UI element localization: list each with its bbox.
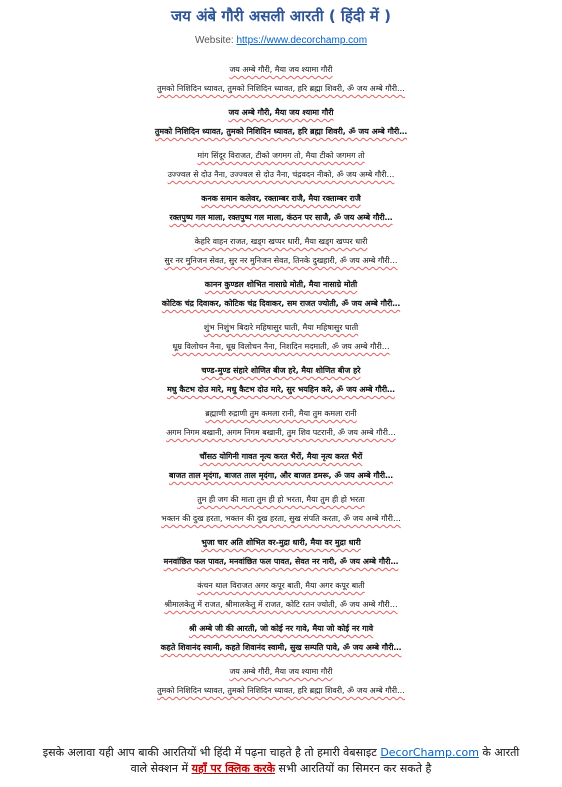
verse-stanza (0, 576, 562, 619)
verse-stanza (0, 60, 562, 103)
footer-text: के आरती (478, 746, 520, 759)
verse-line: ब्रह्माणी रुद्राणी तुम कमला रानी, मैया तुम कमला रानी (205, 409, 357, 418)
footer-note (0, 745, 562, 777)
verse-stanza (0, 189, 562, 232)
verse-line: जय अम्बे गौरी, मैया जय श्यामा गौरी (228, 108, 334, 117)
verse-line: श्रीमालकेतु में राजत, श्रीमालकेतु में राजत, कोटि रतन ज्योती, ॐ जय अम्बे गौरी… (164, 600, 398, 609)
verse-line: तुमको निशिदिन ध्यावत, तुमको निशिदिन ध्यावत, हरि ब्रह्मा शिवरी, ॐ जय अम्बे गौरी… (157, 84, 405, 93)
verse-line: तुमको निशिदिन ध्यावत, तुमको निशिदिन ध्यावत, हरि ब्रह्मा शिवरी, ॐ जय अम्बे गौरी… (154, 127, 408, 136)
verse-line: सुर नर मुनिजन सेवत, सुर नर मुनिजन सेवत, तिनके दुखहारी, ॐ जय अम्बे गौरी… (164, 256, 398, 265)
verse-stanza (0, 318, 562, 361)
verse-line: उज्ज्वल से दोउ नैना, उज्ज्वल से दोउ नैना, चंद्रवदन नीको, ॐ जय अम्बे गौरी… (167, 170, 395, 179)
footer-text: इसके अलावा यही आप बाकी आरतियों भी हिंदी में पढ़ना चाहते है तो हमारी वेबसाइट (42, 746, 381, 759)
verse-stanza (0, 146, 562, 189)
verse-stanza (0, 103, 562, 146)
verse-line: मांग सिंदूर विराजत, टीको जगमग तो, मैया टीको जगमग तो (197, 151, 365, 160)
verse-line: कनक समान कलेवर, रक्ताम्बर राजै, मैया रक्ताम्बर राजै (201, 194, 361, 203)
verse-stanza (0, 447, 562, 490)
verse-stanza (0, 662, 562, 705)
verse-line: शुंभ निशुंभ बिदारे महिषासुर घाती, मैया महिषासुर घाती (203, 323, 359, 332)
verse-stanza (0, 619, 562, 662)
footer-site-link[interactable]: DecorChamp.com (380, 746, 479, 759)
verse-line: तुम ही जग की माता तुम ही हो भरता, मैया तुम ही हो भरता (197, 495, 365, 504)
verse-line: जय अम्बे गौरी, मैया जय श्यामा गौरी (229, 65, 333, 74)
verse-line: चण्ड-मुण्ड संहारे शोणित बीज हरे, मैया शोणित बीज हरे (201, 366, 361, 375)
verse-line: श्री अम्बे जी की आरती, जो कोई नर गावे, मैया जो कोई नर गावे (188, 624, 374, 633)
verse-stanza (0, 490, 562, 533)
verse-line: केहरि वाहन राजत, खड्ग खप्पर धारी, मैया खड्ग खप्पर धारी (194, 237, 368, 246)
click-here-link[interactable]: यहाँ पर क्लिक करके (191, 762, 276, 775)
verse-stanza (0, 275, 562, 318)
footer-text: वाले सेक्शन में (130, 762, 192, 775)
website-line (0, 35, 562, 46)
verse-line: भुजा चार अति शोभित वर-मुद्रा धारी, मैया वर मुद्रा धारी (201, 538, 361, 547)
verse-line: भक्तन की दुख हरता, भक्तन की दुख हरता, सुख संपति करता, ॐ जय अम्बे गौरी… (161, 514, 401, 523)
verse-line: अगम निगम बखानी, अगम निगम बखानी, तुम शिव पटरानी, ॐ जय अम्बे गौरी… (166, 428, 396, 437)
footer-text: सभी आरतियों का सिमरन कर सकते है (275, 762, 432, 775)
verse-line: रक्तपुष्प गल माला, रक्तपुष्प गल माला, कंठन पर साजै, ॐ जय अम्बे गौरी… (169, 213, 393, 222)
verse-line: कानन कुण्डल शोभित नासाग्रे मोती, मैया नासाग्रे मोती (204, 280, 358, 289)
verse-line: कोटिक चंद्र दिवाकर, कोटिक चंद्र दिवाकर, सम राजत ज्योती, ॐ जय अम्बे गौरी… (161, 299, 401, 308)
aarti-verses (0, 60, 562, 705)
verse-stanza (0, 361, 562, 404)
page-title: जय अंबे गौरी असली आरती ( हिंदी में ) (171, 7, 391, 25)
verse-stanza (0, 232, 562, 275)
verse-line: चौंसठ योगिनी गावत नृत्य करत भैरों, मैया नृत्य करत भैरों (199, 452, 363, 461)
verse-line: धूम्र विलोचन नैना, धूम्र विलोचन नैना, निशदिन मदमाती, ॐ जय अम्बे गौरी… (172, 342, 390, 351)
website-link[interactable]: https://www.decorchamp.com (236, 35, 368, 46)
verse-line: कहते शिवानंद स्वामी, कहते शिवानंद स्वामी, सुख सम्पति पावे, ॐ जय अम्बे गौरी… (160, 643, 402, 652)
verse-line: बाजत ताल मृदंगा, बाजत ताल मृदंगा, और बाजत डमरू, ॐ जय अम्बे गौरी… (169, 471, 393, 480)
verse-line: जय अम्बे गौरी, मैया जय श्यामा गौरी (229, 667, 333, 676)
verse-line: मनवांछित फल पावत, मनवांछित फल पावत, सेवत नर नारी, ॐ जय अम्बे गौरी… (163, 557, 399, 566)
verse-stanza (0, 404, 562, 447)
verse-line: मधु कैटभ दोउ मारे, मधु कैटभ दोउ मारे, सुर भयहिन करे, ॐ जय अम्बे गौरी… (167, 385, 395, 394)
verse-line: तुमको निशिदिन ध्यावत, तुमको निशिदिन ध्यावत, हरि ब्रह्मा शिवरी, ॐ जय अम्बे गौरी… (157, 686, 405, 695)
verse-line: कंचन थाल विराजत अगर कपूर बाती, मैया अगर कपूर बाती (197, 581, 365, 590)
website-label: Website: (194, 35, 234, 46)
verse-stanza (0, 533, 562, 576)
